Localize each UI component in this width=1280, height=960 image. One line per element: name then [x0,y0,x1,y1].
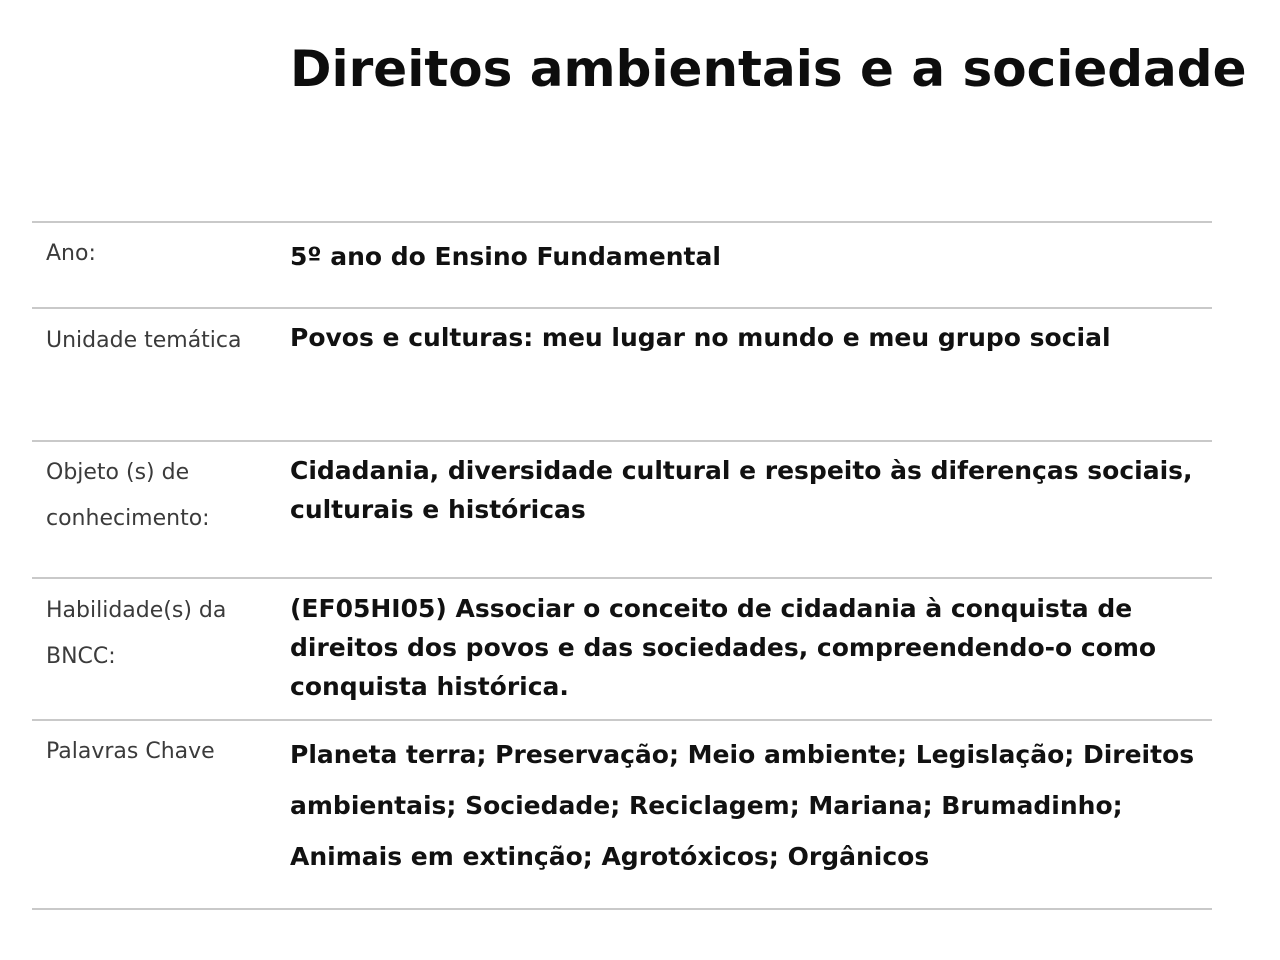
table-divider [32,719,1212,721]
row-label: Habilidade(s) da BNCC: [46,598,227,669]
row-value: (EF05HI05) Associar o conceito de cidadania à conquista de direitos dos povos e das sociedades, compreendendo-o como conquista histórica. [290,594,1157,701]
table-divider [32,440,1212,442]
table-divider [32,307,1212,309]
table-divider [32,908,1212,910]
row-label: Objeto (s) de conhecimento: [46,460,210,531]
table-divider [32,577,1212,579]
row-value: 5º ano do Ensino Fundamental [290,242,721,271]
table-divider [32,221,1212,223]
row-label: Unidade temática [46,328,242,353]
row-label: Palavras Chave [46,739,215,764]
page-title: Direitos ambientais e a sociedade [290,40,1247,98]
row-label: Ano: [46,241,96,266]
row-value: Cidadania, diversidade cultural e respeito às diferenças sociais, culturais e históricas [290,456,1193,524]
row-value: Planeta terra; Preservação; Meio ambiente; Legislação; Direitos ambientais; Sociedade; Reciclagem; Mariana; Brumadinho; Animais em extinção; Agrotóxicos; Orgânicos [290,740,1195,871]
row-value: Povos e culturas: meu lugar no mundo e meu grupo social [290,323,1111,352]
